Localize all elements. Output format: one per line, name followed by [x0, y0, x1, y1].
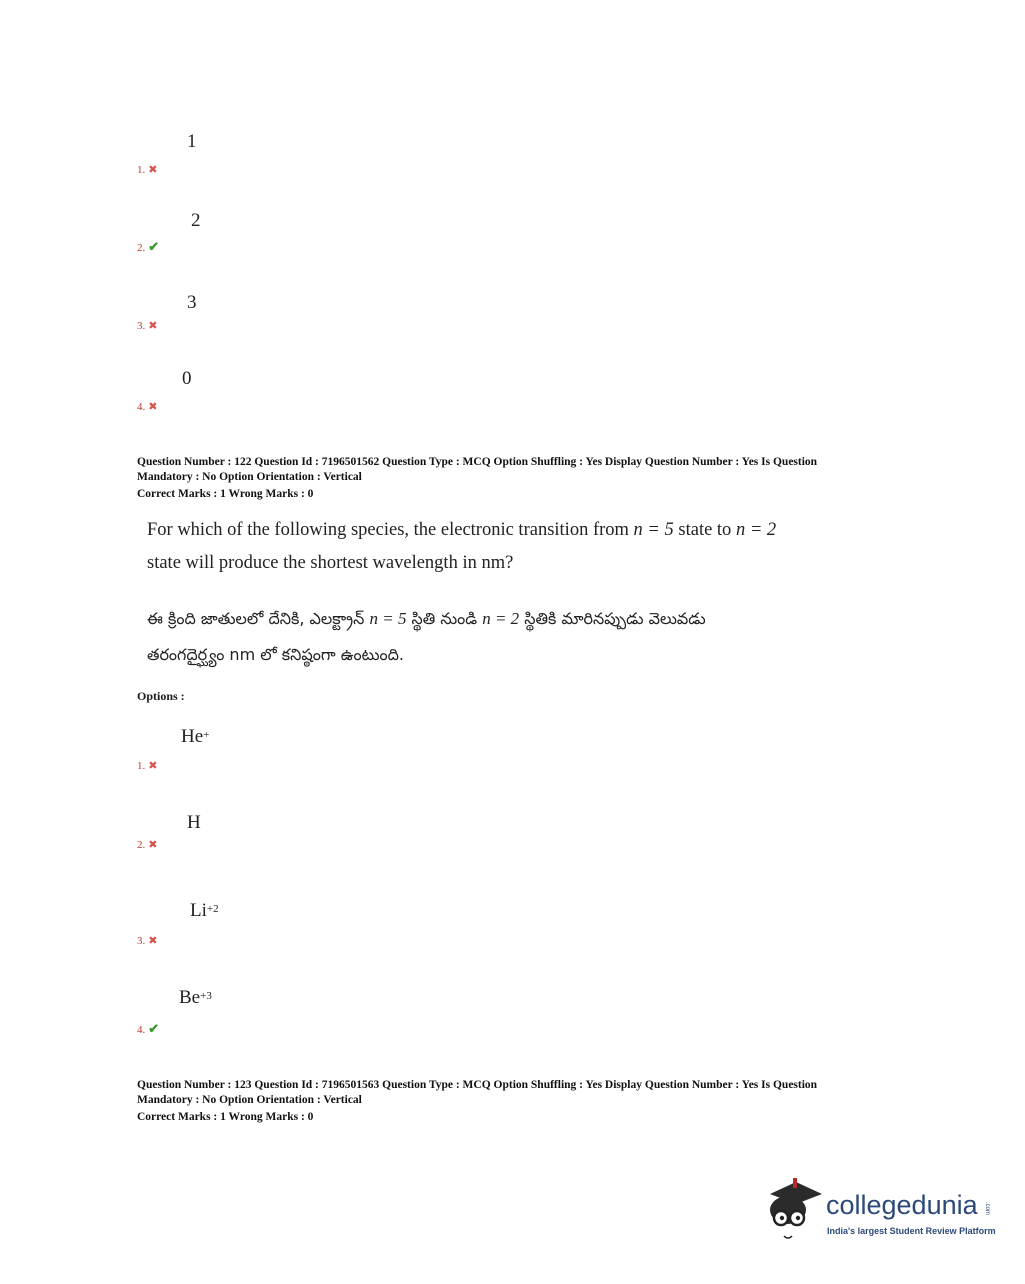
option-value: 2	[191, 210, 201, 231]
option-number: 4. ✖	[137, 401, 158, 413]
wrong-mark-icon: ✖	[148, 164, 158, 176]
options-label: Options :	[137, 689, 185, 703]
question-text-telugu-line-1: ఈ క్రింది జాతులలో దేనికి, ఎలక్ట్రాన్ n = 5 స్థితి నుండి n = 2 స్థితికి మారినప్పుడు వెలువడు	[147, 609, 706, 628]
question-text-english-line-1: For which of the following species, the electronic transition from n = 5 state to n = 2	[147, 520, 777, 540]
option-number: 2. ✔	[137, 239, 160, 254]
option-value: $Be^{+3}$	[179, 987, 212, 1008]
wrong-mark-icon: ✖	[148, 401, 158, 413]
wrong-mark-icon: ✖	[148, 320, 158, 332]
question-123-meta	[137, 1078, 917, 1125]
wrong-mark-icon: ✖	[148, 760, 158, 772]
option-value: 0	[182, 368, 192, 389]
question-122-meta	[137, 455, 917, 502]
meta-line-3: Correct Marks : 1 Wrong Marks : 0	[137, 488, 314, 500]
question-text-telugu-line-2: తరంగదైర్ఘ్యం nm లో కనిష్ఠంగా ఉంటుంది.	[147, 645, 404, 664]
meta-line-1: Question Number : 122 Question Id : 7196501562 Question Type : MCQ Option Shuffling : Yes Display Question Number : Yes Is Question	[137, 456, 818, 468]
meta-line-2: Mandatory : No Option Orientation : Vertical	[137, 1094, 362, 1106]
correct-check-icon: ✔	[148, 239, 160, 254]
option-number: 1. ✖	[137, 760, 158, 772]
logo-domain-suffix: .com	[984, 1202, 990, 1216]
option-value: $Li^{+2}$	[190, 900, 219, 921]
option-number: 3. ✖	[137, 935, 158, 947]
option-value: 1	[187, 131, 197, 152]
option-value: He+	[181, 726, 210, 747]
logo-tagline: India's largest Student Review Platform	[827, 1226, 996, 1236]
option-number: 2. ✖	[137, 839, 158, 851]
wrong-mark-icon: ✖	[148, 839, 158, 851]
collegedunia-logo	[766, 1176, 996, 1246]
option-number: 1. ✖	[137, 164, 158, 176]
option-value: 3	[187, 292, 197, 313]
option-number: 3. ✖	[137, 320, 158, 332]
meta-line-2: Mandatory : No Option Orientation : Vertical	[137, 471, 362, 483]
option-number: 4. ✔	[137, 1021, 160, 1036]
n-from-formula: n = 5	[633, 520, 674, 540]
wrong-mark-icon: ✖	[148, 935, 158, 947]
logo-wordmark: collegedunia	[826, 1190, 978, 1220]
option-value: H	[187, 812, 201, 833]
question-text-english-line-2: state will produce the shortest wavelength in nm?	[147, 553, 514, 573]
mascot-icon	[766, 1176, 824, 1242]
meta-line-3: Correct Marks : 1 Wrong Marks : 0	[137, 1111, 314, 1123]
correct-check-icon: ✔	[148, 1021, 160, 1036]
meta-line-1: Question Number : 123 Question Id : 7196501563 Question Type : MCQ Option Shuffling : Yes Display Question Number : Yes Is Question	[137, 1079, 818, 1091]
n-to-formula: n = 2	[735, 520, 777, 540]
